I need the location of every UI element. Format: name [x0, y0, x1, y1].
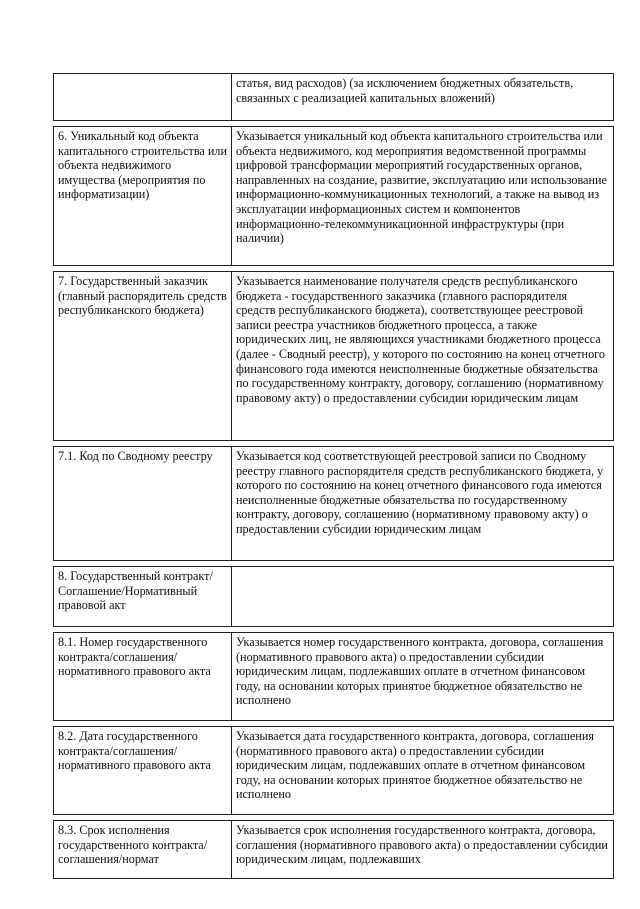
table-row [54, 821, 614, 879]
row-description [232, 567, 614, 627]
row-label: 8.3. Срок исполнения государственного контракта/соглашения/нормат [54, 821, 232, 879]
row-description: Указывается уникальный код объекта капитального строительства или объекта недвижимого, код мероприятия ведомственной программы цифровой трансформации мероприятий государственных органов, направленных на создание, развитие, эксплуатацию или использование информационно-коммуникационных технологий, а также на вывод из эксплуатации информационных систем и компонентов информационно-телекоммуникационной инфраструктуры (при наличии) [232, 127, 614, 266]
row-label: 7.1. Код по Сводному реестру [54, 447, 232, 561]
row-description: Указывается код соответствующей реестровой записи по Сводному реестру главного распорядителя средств республиканского бюджета, у которого по состоянию на конец отчетного финансового года имеются неисполненные бюджетные обязательства по государственному контракту, договору, соглашению (нормативному правовому акту) о предоставлении субсидии юридическим лицам [232, 447, 614, 561]
scan-artifact [186, 853, 188, 854]
table-row [54, 447, 614, 561]
row-description: статья, вид расходов) (за исключением бюджетных обязательств, связанных с реализацией капитальных вложений) [232, 74, 614, 121]
row-label: 8.2. Дата государственного контракта/соглашения/нормативного правового акта [54, 727, 232, 815]
row-label: 8.1. Номер государственного контракта/соглашения/нормативного правового акта [54, 633, 232, 721]
table-row [54, 74, 614, 121]
row-description: Указывается наименование получателя средств республиканского бюджета - государственного заказчика (главного распорядителя средств республиканского бюджета), соответствующее реестровой записи реестра участников бюджетного процесса, а также юридических лиц, не являющихся участниками бюджетного процесса (далее - Сводный реестр), у которого по состоянию на конец отчетного финансового года имеются неисполненные бюджетные обязательства по государственному контракту, договору, соглашению (нормативному правовому акту) о предоставлении субсидии юридическим лицам [232, 272, 614, 441]
table-row [54, 567, 614, 627]
row-description: Указывается номер государственного контракта, договора, соглашения (нормативного правового акта) о предоставлении субсидии юридическим лицам, подлежавших оплате в отчетном финансовом году, на основании которых принятое бюджетное обязательство не исполнено [232, 633, 614, 721]
table-row [54, 127, 614, 266]
table-row [54, 727, 614, 815]
row-label: 6. Уникальный код объекта капитального строительства или объекта недвижимого имущества (мероприятия по информатизации) [54, 127, 232, 266]
row-label [54, 74, 232, 121]
table-row [54, 272, 614, 441]
table-row [54, 633, 614, 721]
row-description: Указывается дата государственного контракта, договора, соглашения (нормативного правового акта) о предоставлении субсидии юридическим лицам, подлежавших оплате в отчетном финансовом году, на основании которых принятое бюджетное обязательство не исполнено [232, 727, 614, 815]
row-label: 8. Государственный контракт/Соглашение/Нормативный правовой акт [54, 567, 232, 627]
row-label: 7. Государственный заказчик (главный распорядитель средств республиканского бюджета) [54, 272, 232, 441]
row-description: Указывается срок исполнения государственного контракта, договора, соглашения (нормативного правового акта) о предоставлении субсидии юридическим лицам, подлежавших [232, 821, 614, 879]
document-table [53, 73, 614, 879]
